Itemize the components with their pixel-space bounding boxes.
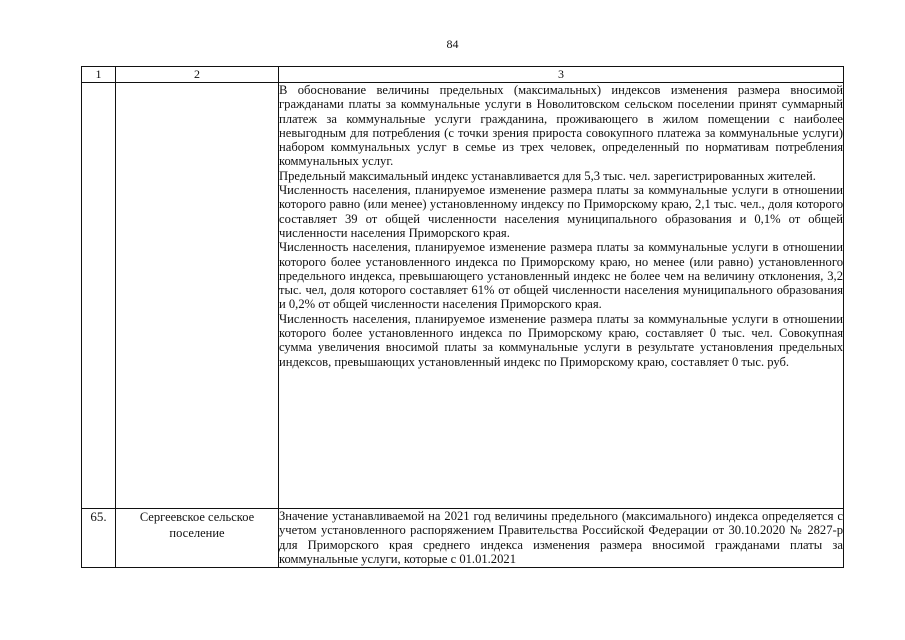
- column-header-1: 1: [82, 67, 116, 83]
- municipality-name: Сергеевское сельское поселение: [116, 509, 279, 568]
- paragraph: В обоснование величины предельных (максимальных) индексов изменения размера вносимой гражданами платы за коммунальные услуги в Новолитовском сельском поселении принят суммарный платеж за коммунальные услуги гражданина, проживающего в жилом помещении с наиболее невыгодным для потребления (с точки зрения прироста совокупного платежа за коммунальные услуги) набором коммунальных услуг в семье из трех человек, определенный по нормативам потребления коммунальных услуг.: [279, 83, 843, 169]
- document-table: [81, 66, 844, 568]
- table-header-row: [82, 67, 844, 83]
- paragraph: Численность населения, планируемое изменение размера платы за коммунальные услуги в отношении которого более установленного индекса по Приморскому краю, составляет 0 тыс. чел. Совокупная сумма увеличения вносимой платы за коммунальные услуги в результате установления предельных индексов, превышающих установленный индекс по Приморскому краю, составляет 0 тыс. руб.: [279, 311, 843, 369]
- table-row: [82, 83, 844, 509]
- justification-text: [279, 83, 844, 509]
- row-number: 65.: [82, 509, 116, 568]
- paragraph: Предельный максимальный индекс устанавливается для 5,3 тыс. чел. зарегистрированных жителей.: [279, 168, 816, 183]
- page-number: 84: [446, 37, 459, 51]
- column-header-2: 2: [116, 67, 279, 83]
- paragraph: Численность населения, планируемое изменение размера платы за коммунальные услуги в отношении которого более установленного индекса по Приморскому краю, но менее (или равно) установленного предельного индекса, превышающего установленный индекс не более чем на величину отклонения, 3,2 тыс. чел, доля которого составляет 61% от общей численности населения муниципального образования и 0,2% от общей численности населения Приморского края.: [279, 240, 843, 312]
- justification-text: [279, 509, 844, 568]
- column-header-3: 3: [279, 67, 844, 83]
- paragraph: Численность населения, планируемое изменение размера платы за коммунальные услуги в отношении которого равно (или менее) установленному индексу по Приморскому краю, 2,1 тыс. чел., доля которого составляет 39 от общей численности населения муниципального образования и 0,1% от общей численности населения Приморского края.: [279, 183, 843, 240]
- paragraph: Значение устанавливаемой на 2021 год величины предельного (максимального) индекса определяется с учетом установленного распоряжением Правительства Российской Федерации от 30.10.2020 № 2827-р для Приморского края среднего индекса изменения размера вносимой гражданами платы за коммунальные услуги, которые с 01.01.2021: [279, 509, 843, 566]
- municipality-name: [116, 83, 279, 509]
- row-number: [82, 83, 116, 509]
- table-row: [82, 509, 844, 568]
